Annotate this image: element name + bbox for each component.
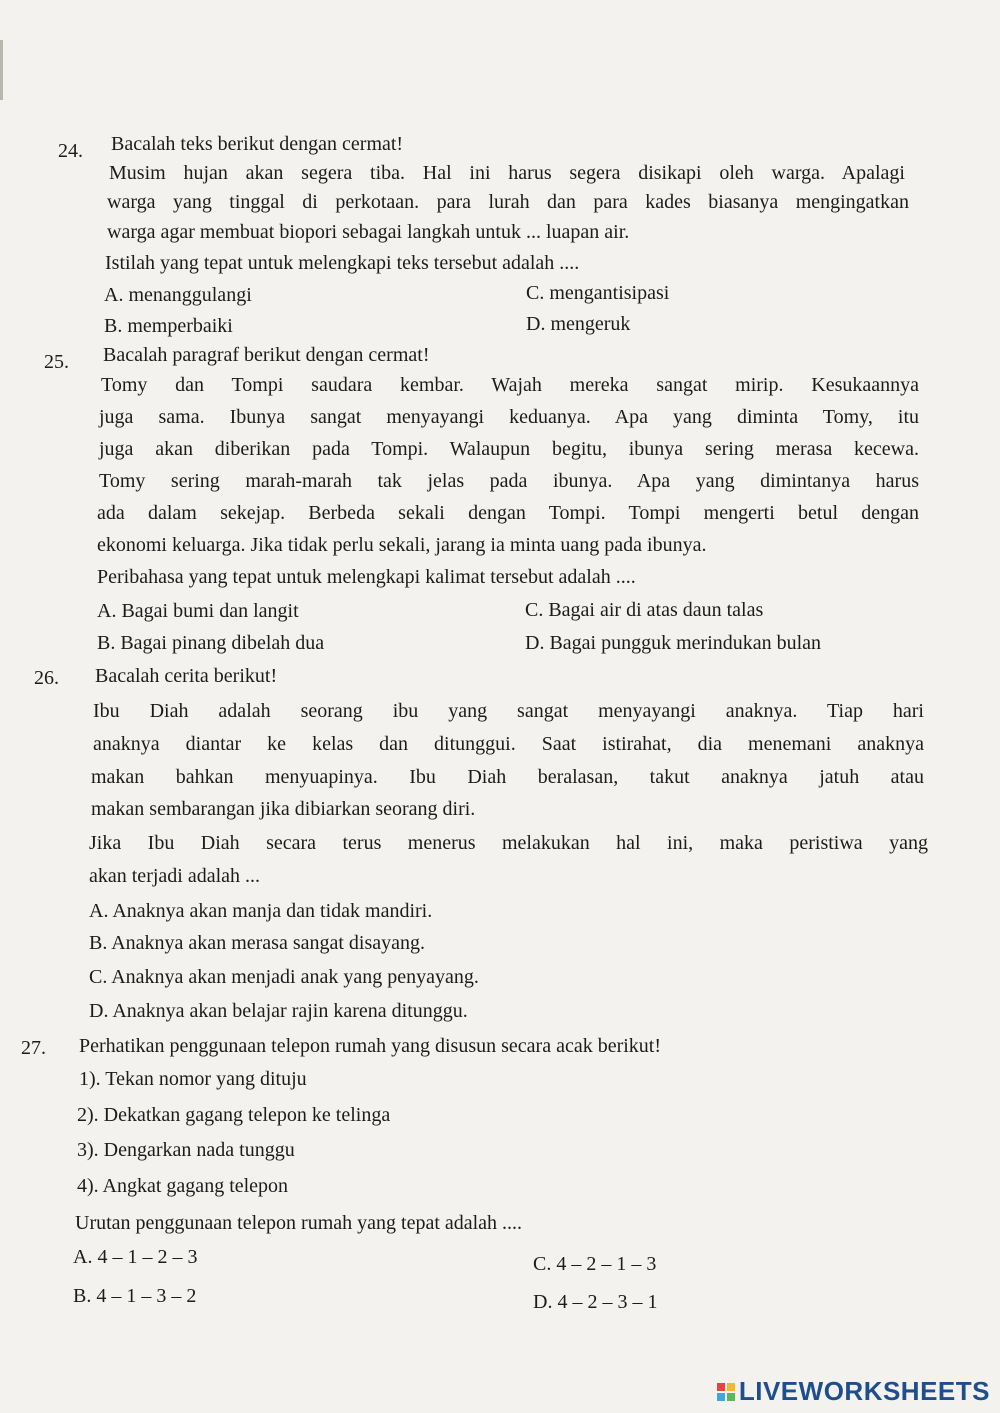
logo-text: LIVEWORKSHEETS <box>738 1376 990 1406</box>
question-number: 25. <box>44 351 69 373</box>
step-item: 4). Angkat gagang telepon <box>77 1175 289 1197</box>
passage-line: anaknya diantar ke kelas dan ditunggui. Saat istirahat, dia menemani anaknya <box>93 733 924 755</box>
passage-line: warga yang tinggal di perkotaan. para lurah dan para kades biasanya mengingatkan <box>107 191 909 213</box>
passage-line: Tomy sering marah-marah tak jelas pada ibunya. Apa yang dimintanya harus <box>99 470 919 492</box>
option-a[interactable]: A. 4 – 1 – 2 – 3 <box>73 1246 198 1268</box>
logo-square <box>727 1393 735 1401</box>
option-c[interactable]: C. mengantisipasi <box>526 282 670 304</box>
option-d[interactable]: D. 4 – 2 – 3 – 1 <box>533 1291 658 1313</box>
passage-line: juga akan diberikan pada Tompi. Walaupun begitu, ibunya sering merasa kecewa. <box>99 438 919 460</box>
question-number: 27. <box>21 1037 46 1059</box>
logo-square <box>717 1383 725 1391</box>
question-prompt: Urutan penggunaan telepon rumah yang tepat adalah .... <box>75 1212 523 1234</box>
option-b[interactable]: B. memperbaiki <box>104 315 233 337</box>
step-item: 1). Tekan nomor yang dituju <box>79 1068 307 1090</box>
option-a[interactable]: A. menanggulangi <box>104 284 252 306</box>
passage-line: juga sama. Ibunya sangat menyayangi keduanya. Apa yang diminta Tomy, itu <box>99 406 919 428</box>
step-item: 3). Dengarkan nada tunggu <box>77 1139 295 1161</box>
option-c[interactable]: C. 4 – 2 – 1 – 3 <box>533 1253 657 1275</box>
passage-line: Tomy dan Tompi saudara kembar. Wajah mereka sangat mirip. Kesukaannya <box>101 374 919 396</box>
page-edge-mark <box>0 40 3 100</box>
logo-grid-icon <box>717 1383 735 1401</box>
question-intro: Bacalah paragraf berikut dengan cermat! <box>103 344 430 366</box>
step-item: 2). Dekatkan gagang telepon ke telinga <box>77 1104 391 1126</box>
option-a[interactable]: A. Bagai bumi dan langit <box>97 600 299 622</box>
option-a[interactable]: A. Anaknya akan manja dan tidak mandiri. <box>89 900 433 922</box>
question-number: 26. <box>34 667 59 689</box>
logo-square <box>717 1393 725 1401</box>
passage-line: warga agar membuat biopori sebagai langkah untuk ... luapan air. <box>107 221 630 243</box>
question-number: 24. <box>58 140 83 162</box>
question-prompt: Peribahasa yang tepat untuk melengkapi kalimat tersebut adalah .... <box>97 566 636 588</box>
option-d[interactable]: D. mengeruk <box>526 313 631 335</box>
passage-line: ada dalam sekejap. Berbeda sekali dengan Tompi. Tompi mengerti betul dengan <box>97 502 919 524</box>
option-d[interactable]: D. Anaknya akan belajar rajin karena ditunggu. <box>89 1000 468 1022</box>
question-intro: Bacalah cerita berikut! <box>95 665 278 687</box>
passage-line: ekonomi keluarga. Jika tidak perlu sekali, jarang ia minta uang pada ibunya. <box>97 534 707 556</box>
passage-line: Musim hujan akan segera tiba. Hal ini harus segera disikapi oleh warga. Apalagi <box>109 162 905 184</box>
passage-line: Ibu Diah adalah seorang ibu yang sangat menyayangi anaknya. Tiap hari <box>93 700 924 722</box>
option-c[interactable]: C. Anaknya akan menjadi anak yang penyayang. <box>89 966 479 988</box>
option-b[interactable]: B. Bagai pinang dibelah dua <box>97 632 325 654</box>
question-prompt-line: Jika Ibu Diah secara terus menerus melakukan hal ini, maka peristiwa yang <box>89 832 928 854</box>
passage-line: makan bahkan menyuapinya. Ibu Diah beralasan, takut anaknya jatuh atau <box>91 766 924 788</box>
option-d[interactable]: D. Bagai pungguk merindukan bulan <box>525 632 822 654</box>
question-intro: Bacalah teks berikut dengan cermat! <box>111 133 404 155</box>
question-prompt-line: akan terjadi adalah ... <box>89 865 261 887</box>
question-prompt: Istilah yang tepat untuk melengkapi teks tersebut adalah .... <box>105 252 580 274</box>
option-b[interactable]: B. 4 – 1 – 3 – 2 <box>73 1285 197 1307</box>
logo-square <box>727 1383 735 1391</box>
question-intro: Perhatikan penggunaan telepon rumah yang disusun secara acak berikut! <box>79 1035 662 1057</box>
liveworksheets-logo <box>717 1376 990 1407</box>
passage-line: makan sembarangan jika dibiarkan seorang diri. <box>91 798 476 820</box>
option-c[interactable]: C. Bagai air di atas daun talas <box>525 599 764 621</box>
option-b[interactable]: B. Anaknya akan merasa sangat disayang. <box>89 932 426 954</box>
